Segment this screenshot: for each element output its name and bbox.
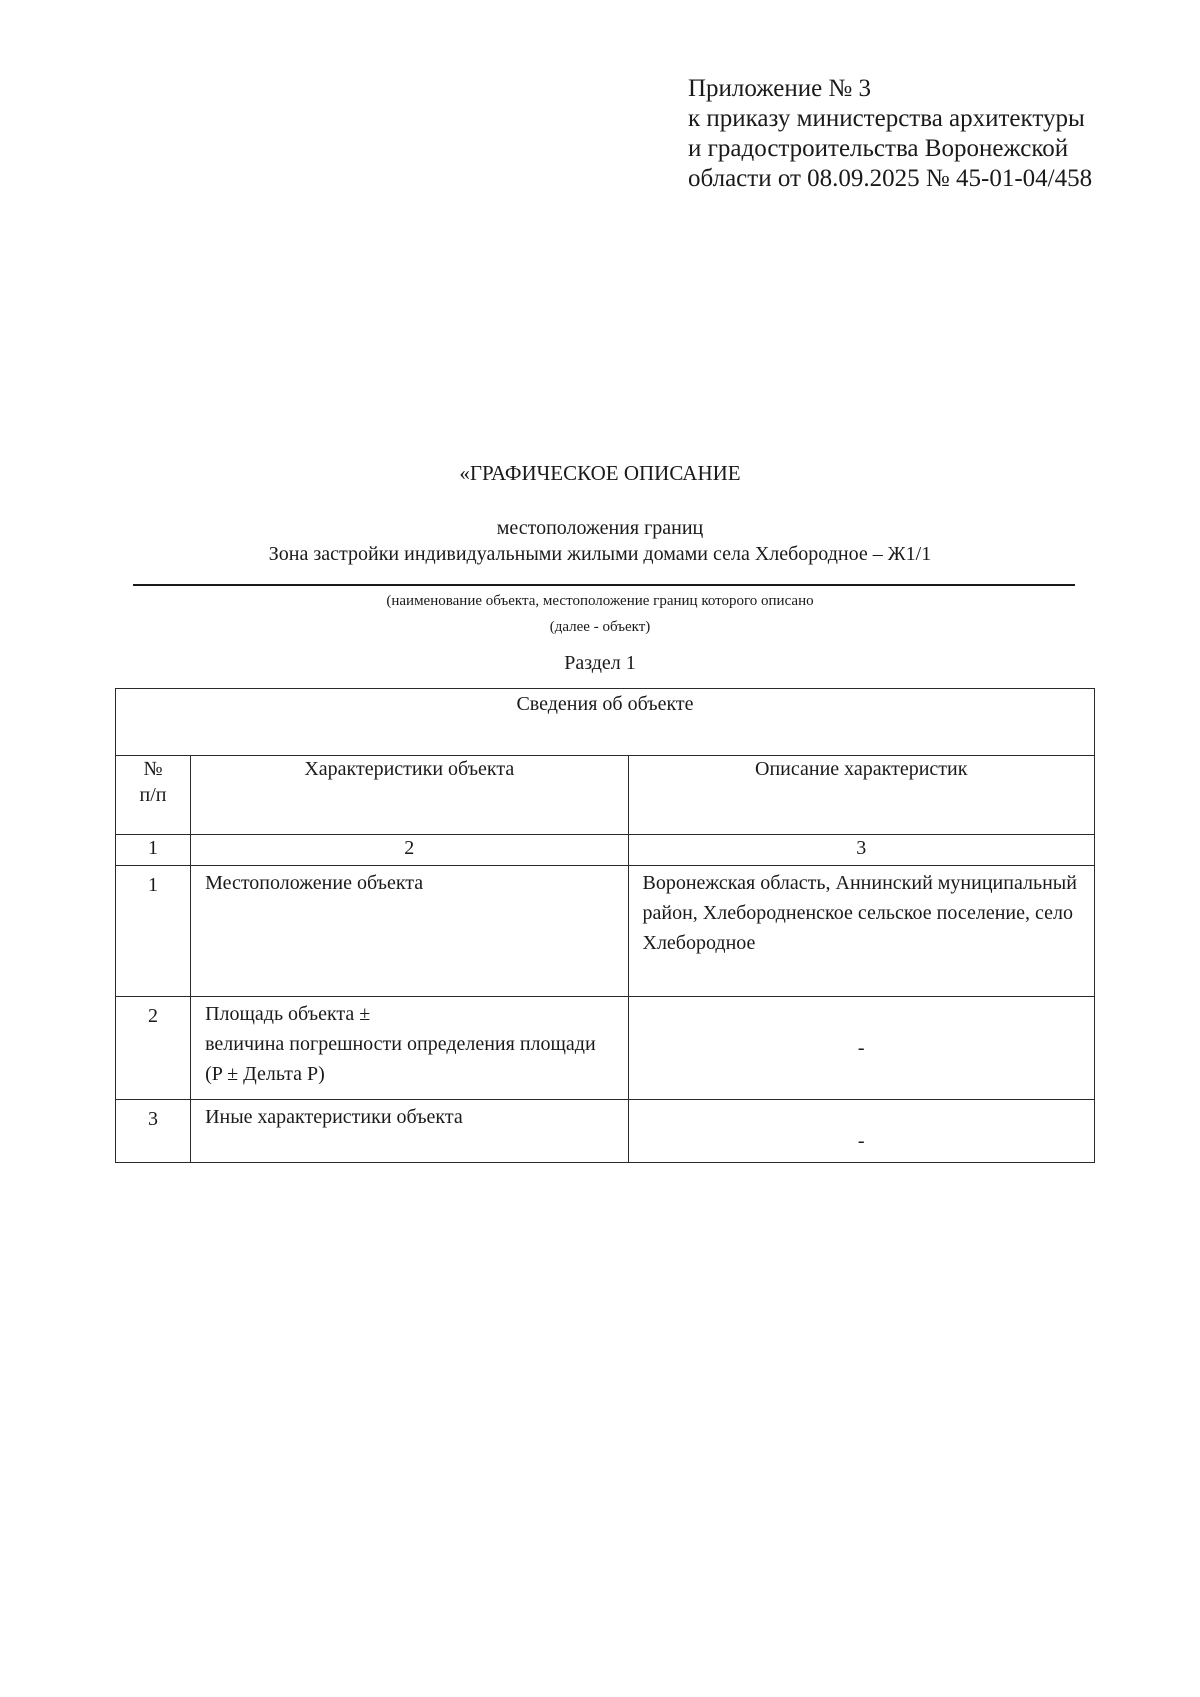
object-info-table (115, 688, 1095, 1163)
column-number: 3 (628, 835, 1095, 866)
document-subtitle: местоположения границ (496, 517, 704, 539)
table-caption: Сведения об объекте (116, 689, 1095, 756)
table-caption-row (116, 689, 1095, 756)
row-characteristic: Местоположение объекта (191, 866, 628, 997)
column-number: 1 (116, 835, 191, 866)
section-title: Раздел 1 (564, 652, 636, 674)
table-row (116, 997, 1095, 1100)
appendix-line-3: и градостроительства Воронежской (688, 135, 1069, 162)
column-number-row (116, 835, 1095, 866)
object-name: Зона застройки индивидуальными жилыми домами села Хлебородное – Ж1/1 (268, 543, 932, 565)
appendix-line-2: к приказу министерства архитектуры (688, 105, 1085, 132)
appendix-header (688, 74, 1178, 194)
appendix-line-1: Приложение № 3 (688, 75, 872, 102)
column-number: 2 (191, 835, 628, 866)
object-name-caption (0, 588, 1200, 640)
table-header-row (116, 756, 1095, 835)
row-number: 2 (116, 997, 191, 1100)
row-description: Воронежская область, Аннинский муниципальный район, Хлебородненское сельское поселение, село Хлебородное (628, 866, 1095, 997)
row-number: 3 (116, 1100, 191, 1163)
table-row (116, 1100, 1095, 1163)
underline-divider (133, 584, 1075, 586)
row-description: - (628, 997, 1095, 1100)
header-description: Описание характеристик (628, 756, 1095, 835)
header-num: № п/п (116, 756, 191, 835)
table-row (116, 866, 1095, 997)
row-characteristic: Иные характеристики объекта (191, 1100, 628, 1163)
appendix-line-4: области от 08.09.2025 № 45-01-04/458 (688, 165, 1093, 192)
row-characteristic: Площадь объекта ± величина погрешности определения площади (P ± Дельта P) (191, 997, 628, 1100)
row-number: 1 (116, 866, 191, 997)
caption-line-1: (наименование объекта, местоположение границ которого описано (386, 593, 814, 609)
caption-line-2: (далее - объект) (549, 619, 651, 635)
document-title: «ГРАФИЧЕСКОЕ ОПИСАНИЕ (459, 461, 741, 485)
row-description: - (628, 1100, 1095, 1163)
header-characteristic: Характеристики объекта (191, 756, 628, 835)
